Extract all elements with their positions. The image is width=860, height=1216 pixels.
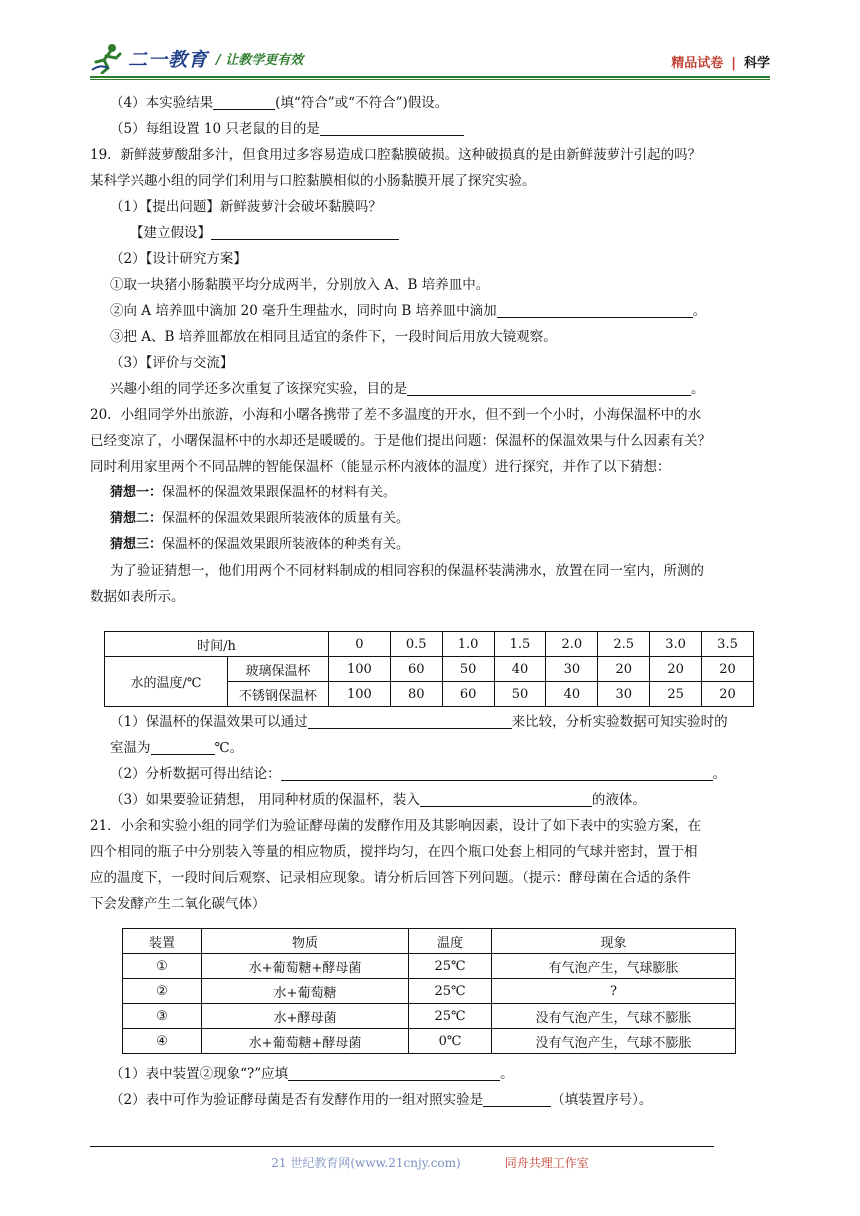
header-right (671, 52, 770, 71)
brand-logo (90, 40, 303, 76)
table-cell: 25℃ (409, 954, 492, 979)
q21-intro-3: 应的温度下，一段时间后观察、记录相应现象。请分析后回答下列问题。（提示：酵母菌在合适的条件 (90, 870, 691, 886)
table-header-cell: 物质 (202, 929, 409, 954)
table-row (123, 929, 736, 954)
q20-guess-1: 猜想一：保温杯的保温效果跟保温杯的材料有关。 (110, 485, 397, 500)
page-header (90, 40, 770, 76)
q20-intro-2: 已经变凉了，小曙保温杯中的水却还是暖暖的。于是他们提出问题：保温杯的保温效果与什么因素有关？ (90, 433, 711, 449)
answer-blank[interactable] (483, 1090, 551, 1107)
table-header-cell: 温度 (409, 929, 492, 954)
table-cell: 水+葡萄糖+酵母菌 (202, 1029, 409, 1054)
footer-rule (90, 1146, 714, 1147)
table-cell: 1.5 (494, 632, 546, 657)
q20-part1-cont: 室温为 ℃。 (110, 740, 244, 756)
table-cell: 不锈钢保温杯 (228, 682, 329, 707)
table-cell: 20 (702, 682, 754, 707)
q19-intro-2: 某科学兴趣小组的同学们利用与口腔黏膜相似的小肠黏膜开展了探究实验。 (90, 173, 536, 189)
table-cell: 没有气泡产生，气球不膨胀 (492, 1004, 736, 1029)
table-cell: 水+葡萄糖+酵母菌 (202, 954, 409, 979)
table-cell: ③ (123, 1004, 202, 1029)
table-row (105, 657, 754, 682)
table-cell: ? (492, 979, 736, 1004)
answer-blank[interactable] (407, 379, 691, 396)
temperature-table (104, 631, 754, 707)
q20-intro-1: 20．小组同学外出旅游，小海和小曙各携带了差不多温度的开水，但不到一个小时，小海保温杯中的水 (90, 407, 702, 423)
answer-blank[interactable] (320, 119, 464, 136)
document-body-continued (90, 709, 770, 917)
q18-part4: （4）本实验结果 (填“符合”或“不符合”)假设。 (110, 95, 449, 111)
table-cell: 20 (598, 657, 650, 682)
header-rule-thin (90, 79, 770, 80)
page-footer (0, 1154, 860, 1171)
q19-step2: ②向 A 培养皿中滴加 20 毫升生理盐水，同时向 B 培养皿中滴加 。 (110, 303, 707, 319)
q19-evaluation: 兴趣小组的同学还多次重复了该探究实验，目的是 。 (110, 381, 705, 397)
q19-hypothesis: 【建立假设】 (90, 220, 770, 246)
q21-intro-2: 四个相同的瓶子中分别装入等量的相应物质，搅拌均匀，在四个瓶口处套上相同的气球并密封，置于相 (90, 844, 698, 860)
table-cell: 25℃ (409, 1004, 492, 1029)
answer-blank[interactable] (288, 1064, 500, 1081)
q19-step3: ③把 A、B 培养皿都放在相同且适宜的条件下，一段时间后用放大镜观察。 (110, 329, 557, 345)
table-row (123, 1004, 736, 1029)
table-cell: 水+葡萄糖 (202, 979, 409, 1004)
document-body-end (90, 1061, 770, 1113)
q21-intro-1: 21．小余和实验小组的同学们为验证酵母菌的发酵作用及其影响因素，设计了如下表中的实验方案，在 (90, 818, 702, 834)
table-header-cell: 时间/h (105, 632, 329, 657)
table-cell: 50 (494, 682, 546, 707)
footer-site-link[interactable]: 21 世纪教育网(www.21cnjy.com) (271, 1156, 461, 1170)
table-cell: 水+酵母菌 (202, 1004, 409, 1029)
table-header-cell: 装置 (123, 929, 202, 954)
q19-part2: （2）【设计研究方案】 (110, 251, 247, 267)
q21-intro-4: 下会发酵产生二氧化碳气体） (90, 896, 266, 912)
table-cell: 100 (329, 682, 391, 707)
q19-part3: （3）【评价与交流】 (110, 355, 234, 371)
table-cell: 60 (390, 657, 442, 682)
table-cell: 30 (598, 682, 650, 707)
q20-guess-3: 猜想三：保温杯的保温效果跟所装液体的种类有关。 (110, 537, 410, 552)
q21-part2: （2）表中可作为验证酵母菌是否有发酵作用的一组对照实验是 （填装置序号）。 (110, 1092, 653, 1108)
table-cell: 60 (442, 682, 494, 707)
q19-intro-1: 19．新鲜菠萝酸甜多汁，但食用过多容易造成口腔黏膜破损。这种破损真的是由新鲜菠萝汁引起的吗？ (90, 147, 702, 163)
answer-blank[interactable] (281, 764, 713, 781)
header-separator: | (731, 56, 736, 71)
q19-step1: ①取一块猪小肠黏膜平均分成两半，分别放入 A、B 培养皿中。 (110, 277, 490, 293)
table-cell: 1.0 (442, 632, 494, 657)
slogan: / 让教学更有效 (216, 52, 304, 68)
table-cell: 30 (546, 657, 598, 682)
table-cell: 25 (650, 682, 702, 707)
runner-logo-icon (90, 42, 124, 74)
q20-part2: （2）分析数据可得出结论： 。 (110, 766, 727, 782)
answer-blank[interactable] (151, 738, 215, 755)
answer-blank[interactable] (213, 93, 275, 110)
table-header-cell: 水的温度/℃ (105, 657, 228, 707)
q20-guess-2: 猜想二：保温杯的保温效果跟所装液体的质量有关。 (110, 511, 410, 526)
q20-verify-1: 为了验证猜想一，他们用两个不同材料制成的相同容积的保温杯装满沸水，放置在同一室内，所测的 (110, 563, 704, 579)
table-cell: 80 (390, 682, 442, 707)
table-cell: ② (123, 979, 202, 1004)
table-cell: ④ (123, 1029, 202, 1054)
table-cell: 2.5 (598, 632, 650, 657)
logo-text: 二一教育 (128, 48, 209, 71)
table-cell: 20 (702, 657, 754, 682)
table-row (123, 954, 736, 979)
answer-blank[interactable] (497, 301, 693, 318)
q19-part1: （1）【提出问题】新鲜菠萝汁会破坏黏膜吗？ (110, 199, 382, 215)
q18-part5: （5）每组设置 10 只老鼠的目的是 (90, 116, 770, 142)
table-row (105, 632, 754, 657)
table-cell: 没有气泡产生，气球不膨胀 (492, 1029, 736, 1054)
table-cell: 0.5 (390, 632, 442, 657)
table-cell: 25℃ (409, 979, 492, 1004)
table-cell: 玻璃保温杯 (228, 657, 329, 682)
answer-blank[interactable] (211, 223, 399, 240)
q21-part1: （1）表中装置②现象“?”应填 。 (110, 1066, 514, 1082)
footer-studio: 同舟共理工作室 (504, 1156, 589, 1170)
q20-part1: （1）保温杯的保温效果可以通过 来比较，分析实验数据可知实验时的 (110, 714, 728, 730)
table-cell: 100 (329, 657, 391, 682)
table-cell: 3.0 (650, 632, 702, 657)
table-row (123, 1029, 736, 1054)
q20-intro-3: 同时利用家里两个不同品牌的智能保温杯（能显示杯内液体的温度）进行探究，并作了以下猜想： (90, 459, 671, 475)
table-cell: 40 (494, 657, 546, 682)
table-cell: ① (123, 954, 202, 979)
table-cell: 20 (650, 657, 702, 682)
answer-blank[interactable] (308, 712, 512, 729)
yeast-experiment-table (122, 928, 736, 1054)
table-cell: 2.0 (546, 632, 598, 657)
table-cell: 3.5 (702, 632, 754, 657)
q20-part3: （3）如果要验证猜想， 用同种材质的保温杯，装入 的液体。 (110, 792, 646, 808)
header-rule (90, 76, 770, 78)
q20-verify-2: 数据如表所示。 (90, 589, 185, 605)
table-cell: 0℃ (409, 1029, 492, 1054)
header-subject: 科学 (743, 56, 770, 71)
table-cell: 有气泡产生，气球膨胀 (492, 954, 736, 979)
table-header-cell: 现象 (492, 929, 736, 954)
document-body (90, 90, 770, 610)
table-cell: 40 (546, 682, 598, 707)
table-cell: 50 (442, 657, 494, 682)
table-row (123, 979, 736, 1004)
header-tag: 精品试卷 (671, 56, 724, 71)
table-cell: 0 (329, 632, 391, 657)
answer-blank[interactable] (420, 790, 592, 807)
